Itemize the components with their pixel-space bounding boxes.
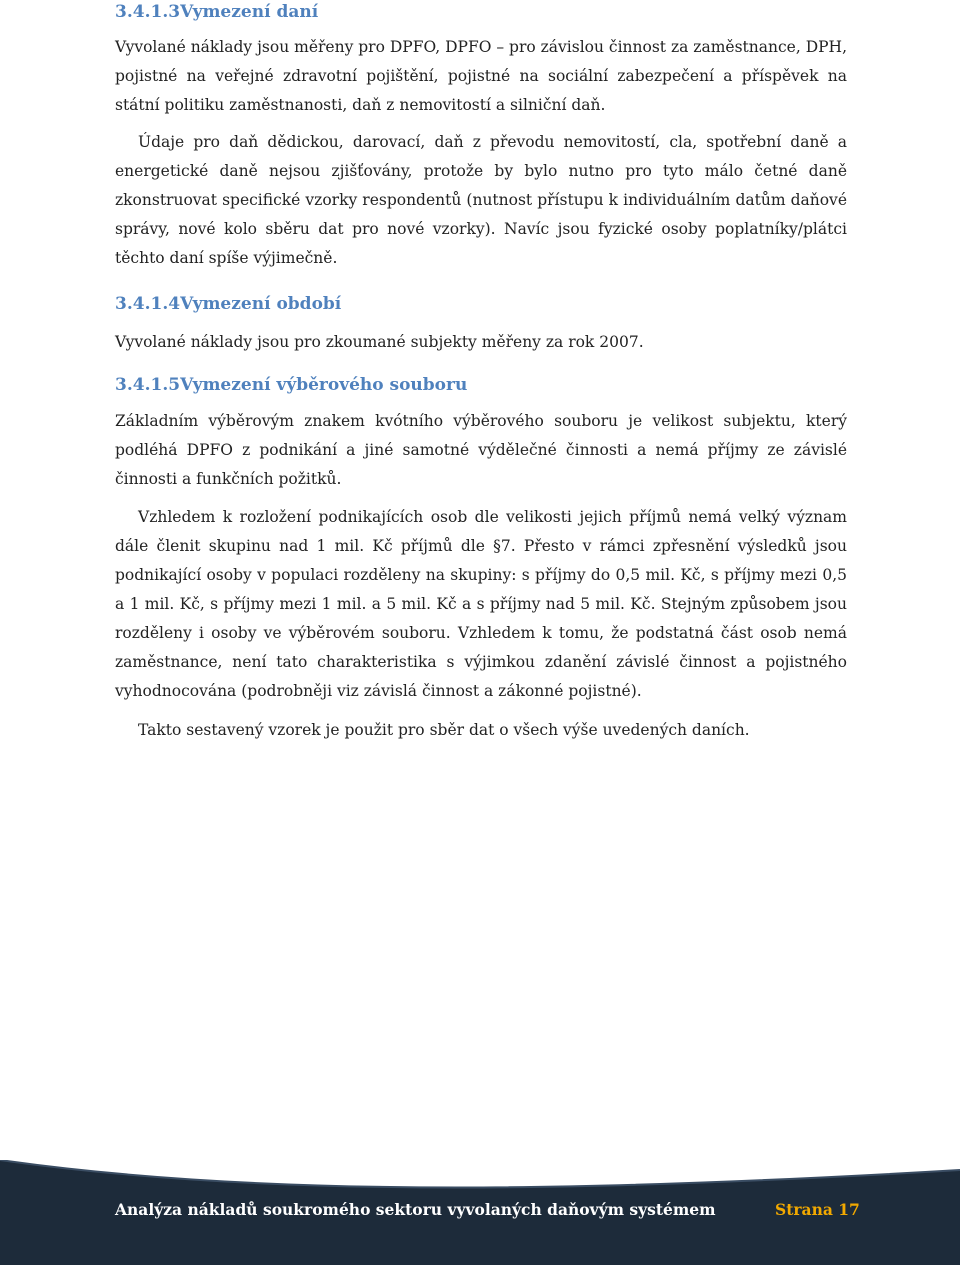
- paragraph-period: Vyvolané náklady jsou pro zkoumané subjekty měřeny za rok 2007.: [115, 333, 644, 351]
- section-heading-3-4-1-5: 3.4.1.5Vymezení výběrového souboru: [115, 375, 468, 395]
- paragraph-sample-groups: Vzhledem k rozložení podnikajících osob dle velikosti jejich příjmů nemá velký význam dále členit skupinu nad 1 mil. Kč příjmů dle §7. Přesto v rámci zpřesnění výsledků jsou podnikající osoby v populaci rozděleny na skupiny: s příjmy do 0,5 mil. Kč, s příjmy mezi 0,5 a 1 mil. Kč, s příjmy mezi 1 mil. a 5 mil. Kč a s příjmy nad 5 mil. Kč. Stejným způsobem jsou rozděleny i osoby ve výběrovém souboru. Vzhledem k tomu, že podstatná část osob nemá zaměstnance, není tato charakteristika s výjimkou zdanění závislé činnost a pojistného vyhodnocována (podrobněji viz závislá činnost a zákonné pojistné).: [115, 508, 847, 700]
- section-heading-3-4-1-3: 3.4.1.3Vymezení daní: [115, 2, 319, 22]
- paragraph-tax-scope: Vyvolané náklady jsou měřeny pro DPFO, DPFO – pro závislou činnost za zaměstnance, DPH, pojistné na veřejné zdravotní pojištění, pojistné na sociální zabezpečení a příspěvek na státní politiku zaměstnanosti, daň z nemovitostí a silniční daň.: [115, 38, 847, 114]
- paragraph-sample-criterion: Základním výběrovým znakem kvótního výběrového souboru je velikost subjektu, který podléhá DPFO z podnikání a jiné samotné výdělečné činnosti a nemá příjmy ze závislé činnosti a funkčních požitků.: [115, 412, 847, 488]
- section-heading-3-4-1-4: 3.4.1.4Vymezení období: [115, 294, 342, 314]
- paragraph-excluded-taxes: Údaje pro daň dědickou, darovací, daň z převodu nemovitostí, cla, spotřební daně a energetické daně nejsou zjišťovány, protože by bylo nutno pro tyto málo četné daně zkonstruovat specifické vzorky respondentů (nutnost přístupu k individuálním datům daňové správy, nové kolo sběru dat pro nové vzorky). Navíc jsou fyzické osoby poplatníky/plátci těchto daní spíše výjimečně.: [115, 133, 847, 267]
- footer-document-title: Analýza nákladů soukromého sektoru vyvolaných daňovým systémem: [115, 1200, 716, 1219]
- footer-page-number: Strana 17: [775, 1200, 860, 1219]
- paragraph-sample-usage: Takto sestavený vzorek je použit pro sběr dat o všech výše uvedených daních.: [138, 721, 750, 739]
